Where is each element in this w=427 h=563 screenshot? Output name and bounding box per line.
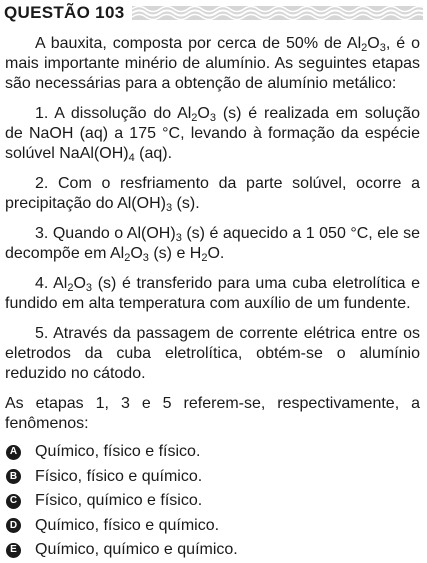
step-2-paragraph: 2. Com o resfriamento da parte solúvel, ocorre a precipitação do $Al(OH)_3$ (s). xyxy=(5,175,420,214)
option-text: Físico, químico e físico. xyxy=(35,492,203,510)
step-5-paragraph: 5. Através da passagem de corrente elétrica entre os eletrodos da cuba eletrolítica, obtém-se o alumínio reduzido no cátodo. xyxy=(5,325,420,382)
option-d[interactable] xyxy=(5,514,420,539)
question-header xyxy=(4,2,423,24)
option-letter-badge: E xyxy=(6,543,21,558)
option-b[interactable] xyxy=(5,465,420,490)
option-letter-badge: A xyxy=(6,445,21,460)
answer-options xyxy=(5,440,420,563)
option-text: Químico, químico e químico. xyxy=(35,541,238,559)
option-text: Químico, físico e químico. xyxy=(35,516,220,534)
question-body xyxy=(5,34,420,563)
option-letter-badge: D xyxy=(6,518,21,533)
option-text: Químico, físico e físico. xyxy=(35,443,201,461)
intro-paragraph: A bauxita, composta por cerca de 50% de $Al_2O_3$, é o mais importante minério de alumínio. As seguintes etapas são necessárias para a obtenção de alumínio metálico: xyxy=(5,35,420,92)
option-letter-badge: B xyxy=(6,469,21,484)
option-c[interactable] xyxy=(5,489,420,514)
option-text: Físico, físico e químico. xyxy=(35,467,203,485)
step-1-paragraph: 1. A dissolução do $Al_2O_3$ (s) é realizada em solução de NaOH (aq) a 175 °C, levando à formação da espécie solúvel $NaAl(OH)_4$ (aq). xyxy=(5,105,420,164)
question-title: QUESTÃO 103 xyxy=(4,3,125,22)
option-a[interactable] xyxy=(5,440,420,465)
step-4-paragraph: 4. $Al_2O_3$ (s) é transferido para uma cuba eletrolítica e fundido em alta temperatura com auxílio de um fundente. xyxy=(5,275,421,312)
step-3-paragraph: 3. Quando o $Al(OH)_3$ (s) é aquecido a 1 050 °C, ele se decompõe em $Al_2O_3$ (s) e $H_2O$. xyxy=(5,225,421,264)
option-e[interactable] xyxy=(5,538,420,563)
option-letter-badge: C xyxy=(6,494,21,509)
wave-divider xyxy=(132,6,423,20)
question-prompt: As etapas 1, 3 e 5 referem-se, respectivamente, a fenômenos: xyxy=(5,395,420,432)
